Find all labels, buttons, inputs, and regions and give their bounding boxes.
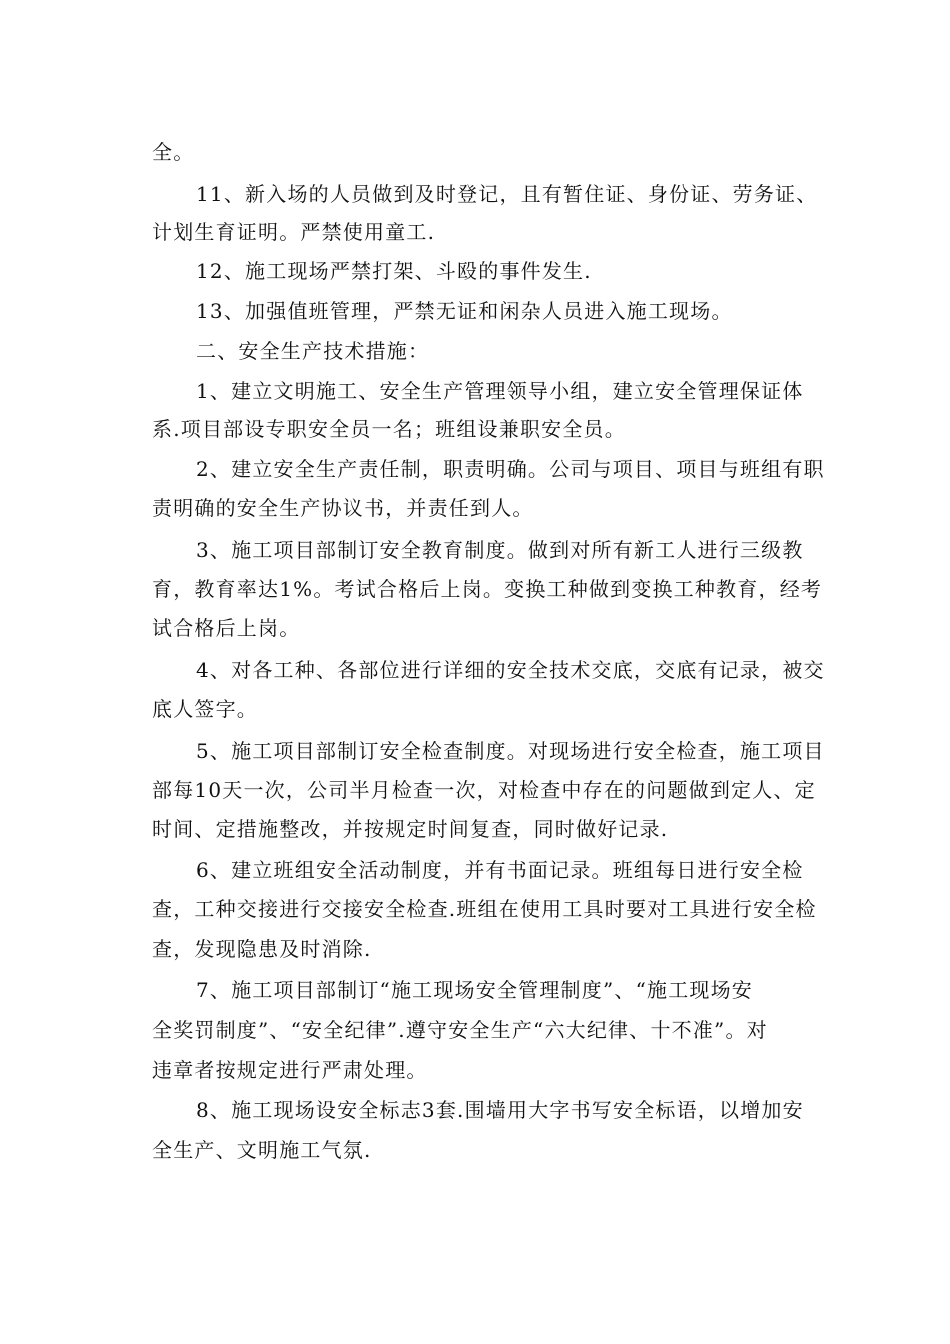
text-line: 底人签字。 (152, 697, 258, 721)
text-line: 育，教育率达1%。考试合格后上岗。变换工种做到变换工种教育，经考 (152, 577, 823, 601)
text-line: 全生产、文明施工气氛. (152, 1138, 372, 1162)
text-line: 部每10天一次，公司半月检查一次，对检查中存在的问题做到定人、定 (152, 778, 816, 802)
text-line: 查，工种交接进行交接安全检查.班组在使用工具时要对工具进行安全检 (152, 897, 817, 921)
text-line: 时间、定措施整改，并按规定时间复查，同时做好记录. (152, 817, 669, 841)
text-line: 责明确的安全生产协议书，并责任到人。 (152, 496, 534, 520)
text-line: 12、施工现场严禁打架、斗殴的事件发生. (196, 259, 592, 283)
text-line: 2、建立安全生产责任制，职责明确。公司与项目、项目与班组有职 (196, 457, 825, 481)
text-line: 8、施工现场设安全标志3套.围墙用大字书写安全标语，以增加安 (196, 1098, 804, 1122)
text-line: 违章者按规定进行严肃处理。 (152, 1058, 428, 1082)
text-line: 计划生育证明。严禁使用童工. (152, 220, 436, 244)
text-line: 13、加强值班管理，严禁无证和闲杂人员进入施工现场。 (196, 299, 733, 323)
text-line: 试合格后上岗。 (152, 616, 301, 640)
text-line: 5、施工项目部制订安全检查制度。对现场进行安全检查，施工项目 (196, 739, 825, 763)
text-line: 11、新入场的人员做到及时登记，且有暂住证、身份证、劳务证、 (196, 182, 818, 206)
text-line: 全奖罚制度”、“安全纪律”.遵守安全生产“六大纪律、十不准”。对 (152, 1018, 768, 1042)
text-line: 3、施工项目部制订安全教育制度。做到对所有新工人进行三级教 (196, 538, 804, 562)
text-line: 系.项目部设专职安全员一名；班组设兼职安全员。 (152, 417, 626, 441)
text-line: 6、建立班组安全活动制度，并有书面记录。班组每日进行安全检 (196, 858, 804, 882)
text-line: 1、建立文明施工、安全生产管理领导小组，建立安全管理保证体 (196, 379, 804, 403)
section-heading: 二、安全生产技术措施： (196, 339, 430, 363)
text-line: 全。 (152, 140, 195, 164)
text-line: 查，发现隐患及时消除. (152, 937, 372, 961)
text-line: 7、施工项目部制订“施工现场安全管理制度”、“施工现场安 (196, 978, 753, 1002)
text-line: 4、对各工种、各部位进行详细的安全技术交底，交底有记录，被交 (196, 658, 825, 682)
